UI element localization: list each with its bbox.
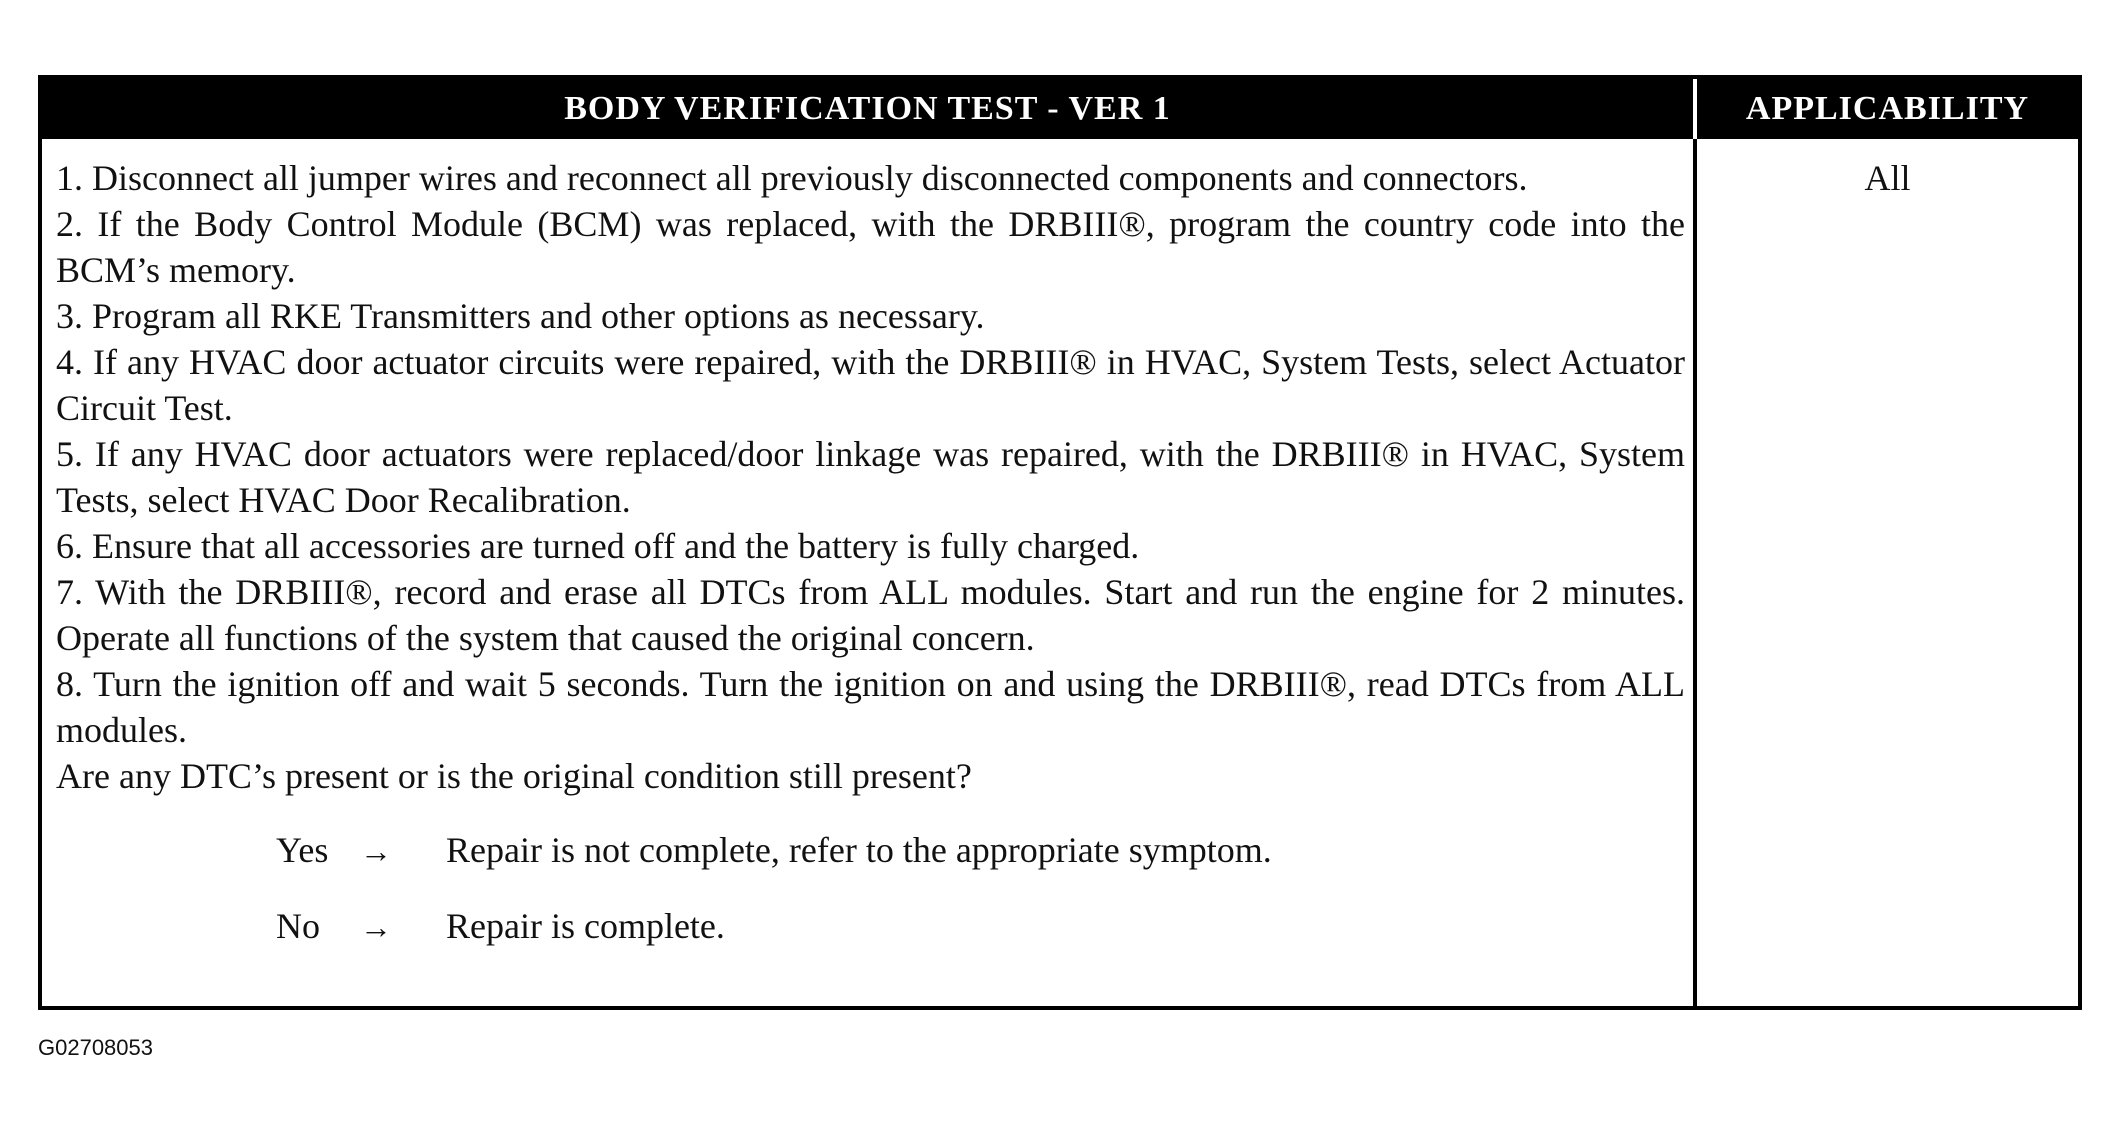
right-arrow-icon: → bbox=[360, 909, 392, 945]
answer-yes-row bbox=[276, 827, 1685, 903]
figure-id: G02708053 bbox=[38, 1035, 153, 1060]
applicability-cell bbox=[1697, 139, 2078, 1006]
applicability-value: All bbox=[1864, 158, 1911, 198]
step-6: 6. Ensure that all accessories are turned off and the battery is fully charged. bbox=[56, 526, 1140, 566]
answer-no-text: Repair is complete. bbox=[446, 906, 725, 946]
test-question: Are any DTC’s present or is the original condition still present? bbox=[56, 756, 972, 796]
answer-list bbox=[56, 827, 1685, 979]
table-header-applicability: APPLICABILITY bbox=[1697, 79, 2078, 139]
right-arrow-icon: → bbox=[360, 833, 392, 869]
step-5: 5. If any HVAC door actuators were replaced/door linkage was repaired, with the DRBIII® in HVAC, System Tests, select HVAC Door Recalibration. bbox=[56, 434, 1685, 520]
answer-yes-text: Repair is not complete, refer to the appropriate symptom. bbox=[446, 830, 1272, 870]
step-4: 4. If any HVAC door actuator circuits were repaired, with the DRBIII® in HVAC, System Tests, select Actuator Circuit Test. bbox=[56, 342, 1685, 428]
verification-test-table bbox=[38, 75, 2082, 1010]
table-header-title: BODY VERIFICATION TEST - VER 1 bbox=[42, 79, 1697, 139]
answer-yes-label: Yes bbox=[276, 830, 329, 870]
procedure-cell bbox=[42, 139, 1697, 1006]
step-3: 3. Program all RKE Transmitters and other options as necessary. bbox=[56, 296, 985, 336]
step-2: 2. If the Body Control Module (BCM) was replaced, with the DRBIII®, program the country code into the BCM’s memory. bbox=[56, 204, 1685, 290]
step-7: 7. With the DRBIII®, record and erase all DTCs from ALL modules. Start and run the engine for 2 minutes. Operate all functions of the system that caused the original concern. bbox=[56, 572, 1685, 658]
step-1: 1. Disconnect all jumper wires and reconnect all previously disconnected components and connectors. bbox=[56, 158, 1528, 198]
step-8: 8. Turn the ignition off and wait 5 seconds. Turn the ignition on and using the DRBIII®, read DTCs from ALL modules. bbox=[56, 664, 1685, 750]
answer-no-row bbox=[276, 903, 1685, 979]
answer-no-label: No bbox=[276, 906, 320, 946]
